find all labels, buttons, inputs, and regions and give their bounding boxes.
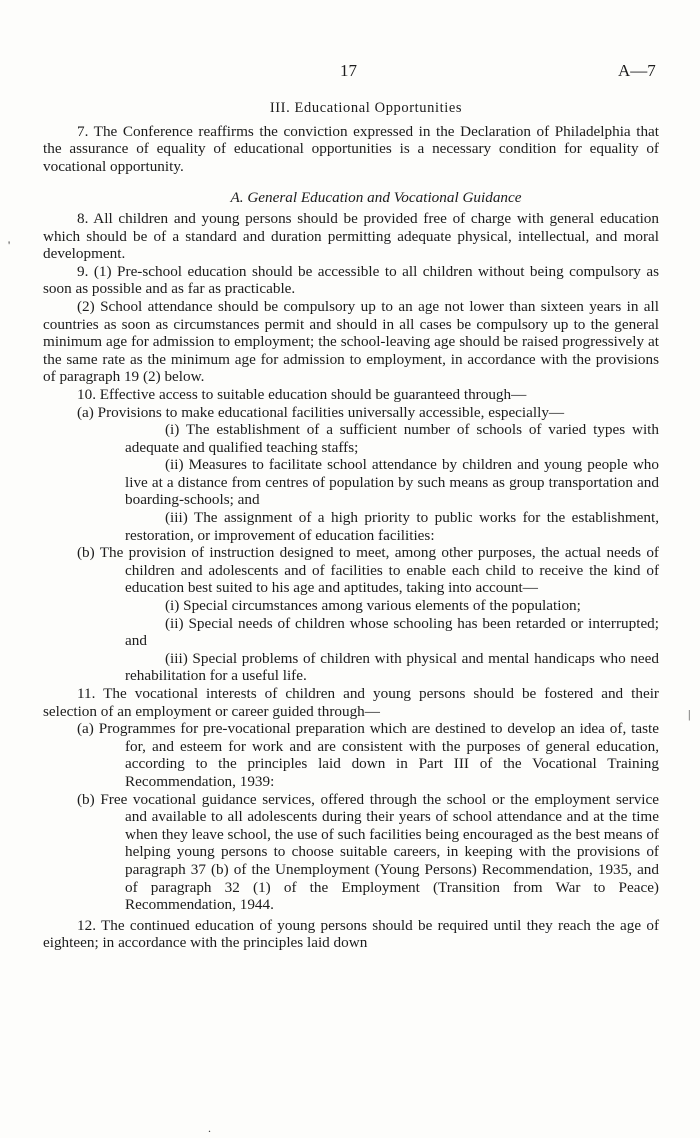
page-number: 17 xyxy=(340,61,357,80)
paragraph-11-b: (b) Free vocational guidance services, offered through the school or the employment service and available to all adolescents during their years of school attendance and at the time when they leave school, the use of such facilities being encouraged as the best means of helping young persons to choose suitable careers, in keeping with the provisions of paragraph 37 (b) of the Unemployment (Young Persons) Recommendation, 1935, and of paragraph 32 (1) of the Employment (Transition from War to Peace) Recommendation, 1944. xyxy=(77,790,659,914)
margin-mark: ' xyxy=(8,238,11,252)
paragraph-7: 7. The Conference reaffirms the conviction expressed in the Declaration of Philadelphia that the assurance of equality of educational opportunities is a necessary condition for equality of vocational opportunity. xyxy=(43,122,659,175)
paragraph-11: 11. The vocational interests of children and young persons should be fostered and their selection of an employment or career guided through— xyxy=(43,685,659,720)
paragraph-10-b: (b) The provision of instruction designed to meet, among other purposes, the actual needs of children and adolescents and of facilities to enable each child to receive the kind of education best suited to his age and aptitudes, taking into account— xyxy=(77,544,659,597)
margin-mark: . xyxy=(208,1121,211,1135)
paragraph-10-a: (a) Provisions to make educational facilities universally accessible, especially— xyxy=(77,403,565,421)
paragraph-10-b-ii: (ii) Special needs of children whose schooling has been retarded or interrupted; and xyxy=(125,614,659,650)
paragraph-12: 12. The continued education of young persons should be required until they reach the age of eighteen; in accordance with the principles laid down xyxy=(43,916,659,952)
paragraph-9-2: (2) School attendance should be compulsory up to an age not lower than sixteen years in all countries as soon as circumstances permit and should in all cases be compulsory up to the general minimum age for admission to employment; the school-leaving age should be raised progressively at the same rate as the minimum age for admission to employment, in accordance with the provisions of paragraph 19 (2) below. xyxy=(43,297,659,386)
paragraph-8: 8. All children and young persons should be provided free of charge with general education which should be of a standard and duration permitting adequate physical, intellectual, and moral development. xyxy=(43,209,659,263)
subsection-title: A. General Education and Vocational Guidance xyxy=(230,189,522,207)
paragraph-10-a-iii: (iii) The assignment of a high priority to public works for the establishment, restoration, or improvement of education facilities: xyxy=(125,509,659,544)
paragraph-9-1: 9. (1) Pre-school education should be accessible to all children without being compulsory as soon as possible and as far as practicable. xyxy=(43,262,659,298)
page-code: A—7 xyxy=(618,61,656,80)
paragraph-10-b-iii: (iii) Special problems of children with physical and mental handicaps who need rehabilitation for a useful life. xyxy=(125,649,659,685)
document-body xyxy=(43,100,659,952)
paragraph-11-a: (a) Programmes for pre-vocational preparation which are destined to develop an idea of, taste for, and esteem for work and are consistent with the purposes of general education, according to the principles laid down in Part III of the Vocational Training Recommendation, 1939: xyxy=(77,720,659,790)
paragraph-10-a-ii: (ii) Measures to facilitate school attendance by children and young people who live at a distance from centres of population by such means as group transportation and boarding-schools; and xyxy=(125,456,659,509)
margin-mark: | xyxy=(688,707,691,721)
page-header xyxy=(0,62,700,82)
paragraph-10-a-i: (i) The establishment of a sufficient number of schools of varied types with adequate and qualified teaching staffs; xyxy=(125,421,659,456)
section-title: III. Educational Opportunities xyxy=(269,100,463,116)
paragraph-10: 10. Effective access to suitable education should be guaranteed through— xyxy=(77,385,527,403)
paragraph-10-b-i: (i) Special circumstances among various elements of the population; xyxy=(165,597,581,615)
